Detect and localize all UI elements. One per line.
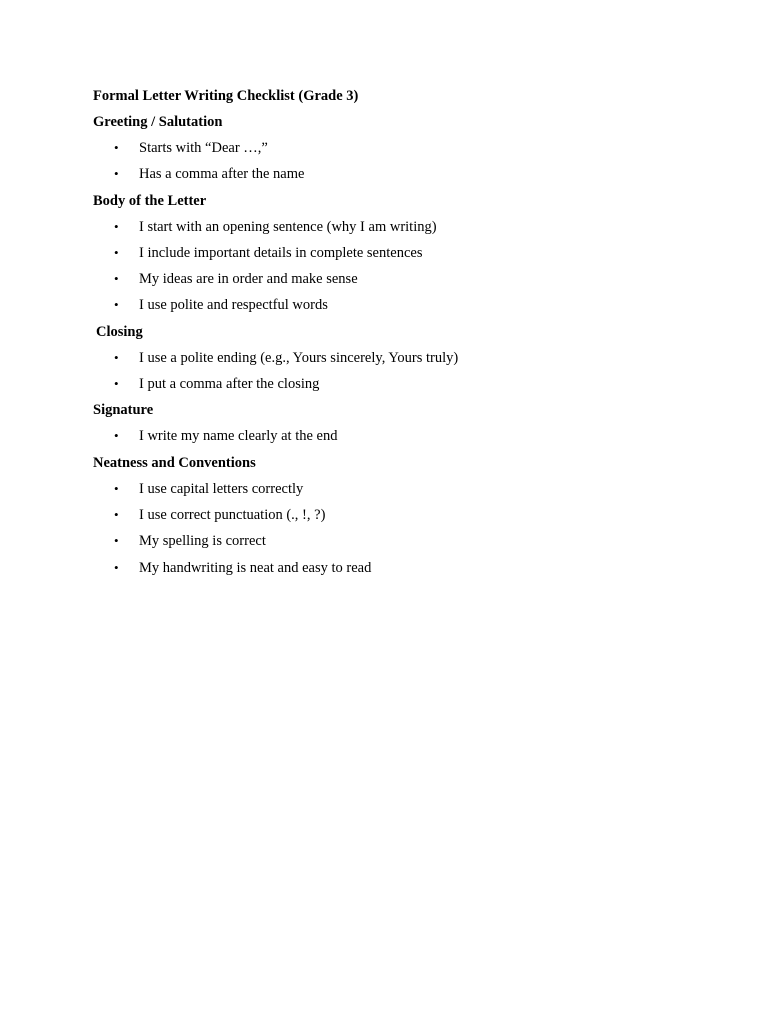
bullet-icon: • [114,297,119,313]
section-heading-signature: Signature [93,402,154,419]
bullet-icon: • [114,428,119,444]
list-item [93,269,713,289]
list-item [93,138,713,158]
list-item [93,348,713,368]
section-list-neatness [93,479,713,578]
bullet-icon: • [114,166,119,182]
section-list-greeting [93,138,713,184]
list-item [93,426,713,446]
list-item [93,531,713,551]
list-item [93,558,713,578]
bullet-icon: • [114,140,119,155]
list-item-text: I write my name clearly at the end [139,428,338,445]
list-item [93,243,713,263]
list-item-text: My spelling is correct [139,533,266,550]
section-heading-body: Body of the Letter [93,192,207,209]
list-item [93,479,713,499]
bullet-icon: • [114,506,119,522]
list-item-text: I use a polite ending (e.g., Yours sincerely, Yours truly) [139,349,459,366]
bullet-icon: • [114,349,119,365]
list-item-text: I start with an opening sentence (why I am writing) [139,218,437,235]
bullet-icon: • [114,376,119,392]
list-item [93,505,713,525]
section-heading-closing: Closing [96,323,143,340]
section-list-signature [93,426,713,446]
list-item-text: Starts with “Dear …,” [139,140,268,156]
list-item [93,374,713,394]
bullet-icon: • [114,271,119,287]
list-item-text: My handwriting is neat and easy to read [139,559,372,576]
list-item-text: Has a comma after the name [139,166,305,183]
section-heading-greeting: Greeting / Salutation [93,114,223,130]
section-list-closing [93,348,713,394]
list-item [93,295,713,315]
checklist-document [93,86,713,584]
list-item [93,164,713,184]
bullet-icon: • [114,218,119,234]
list-item-text: I put a comma after the closing [139,376,320,393]
list-item [93,217,713,237]
bullet-icon: • [114,559,119,575]
list-item-text: I use polite and respectful words [139,297,328,314]
section-heading-neatness: Neatness and Conventions [93,454,256,471]
document-title: Formal Letter Writing Checklist (Grade 3) [93,88,359,104]
bullet-icon: • [114,533,119,549]
list-item-text: I include important details in complete sentences [139,244,423,261]
list-item-text: I use correct punctuation (., !, ?) [139,506,326,523]
bullet-icon: • [114,480,119,496]
list-item-text: I use capital letters correctly [139,480,304,497]
list-item-text: My ideas are in order and make sense [139,271,358,288]
section-list-body [93,217,713,316]
bullet-icon: • [114,244,119,260]
